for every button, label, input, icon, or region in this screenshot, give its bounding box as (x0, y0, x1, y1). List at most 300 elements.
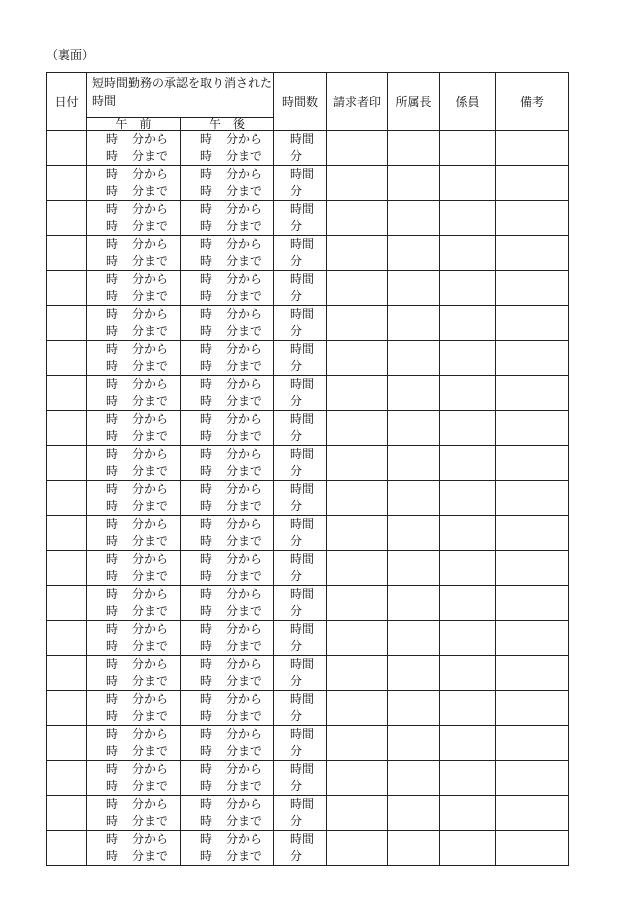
clerk-cell[interactable] (440, 621, 496, 656)
am-time-cell[interactable] (87, 831, 181, 866)
am-time-cell[interactable] (87, 341, 181, 376)
header-clerk: 係員 (440, 73, 496, 131)
minutes-unit-label: 分 (290, 674, 303, 688)
date-cell[interactable] (47, 516, 87, 551)
requester-seal-cell[interactable] (327, 656, 388, 691)
am-until-line (106, 288, 180, 305)
until-label: 分まで (132, 779, 169, 793)
am-time-cell[interactable] (87, 726, 181, 761)
remarks-cell[interactable] (496, 166, 569, 201)
requester-seal-cell[interactable] (327, 551, 388, 586)
office-chief-cell[interactable] (388, 376, 440, 411)
remarks-cell[interactable] (496, 621, 569, 656)
hour-label: 時 (106, 307, 119, 321)
hour-label: 時 (200, 499, 213, 513)
requester-seal-cell[interactable] (327, 796, 388, 831)
office-chief-cell[interactable] (388, 691, 440, 726)
table-row (47, 201, 569, 236)
table-row (47, 586, 569, 621)
am-until-line (106, 848, 180, 865)
am-from-line (106, 621, 180, 638)
pm-until-line (200, 253, 273, 270)
requester-seal-cell[interactable] (327, 236, 388, 271)
office-chief-cell[interactable] (388, 796, 440, 831)
hour-label: 時 (200, 447, 213, 461)
requester-seal-cell[interactable] (327, 691, 388, 726)
hours-unit-label: 時間 (290, 727, 315, 741)
hour-label: 時 (200, 377, 213, 391)
pm-until-line (200, 288, 273, 305)
from-label: 分から (226, 412, 263, 426)
from-label: 分から (226, 272, 263, 286)
office-chief-cell[interactable] (388, 131, 440, 166)
hour-label: 時 (106, 464, 119, 478)
pm-time-cell[interactable] (181, 586, 274, 621)
remarks-cell[interactable] (496, 691, 569, 726)
am-until-line (106, 708, 180, 725)
am-until-line (106, 743, 180, 760)
hours-cell[interactable] (274, 201, 327, 236)
pm-time-cell[interactable] (181, 411, 274, 446)
office-chief-cell[interactable] (388, 411, 440, 446)
pm-from-line (200, 166, 273, 183)
until-label: 分まで (226, 149, 263, 163)
office-chief-cell[interactable] (388, 761, 440, 796)
am-time-cell[interactable] (87, 131, 181, 166)
remarks-cell[interactable] (496, 306, 569, 341)
hour-label: 時 (106, 569, 119, 583)
from-label: 分から (132, 272, 169, 286)
pm-time-cell[interactable] (181, 271, 274, 306)
requester-seal-cell[interactable] (327, 586, 388, 621)
hours-cell[interactable] (274, 551, 327, 586)
am-from-line (106, 376, 180, 393)
requester-seal-cell[interactable] (327, 831, 388, 866)
pm-time-cell[interactable] (181, 341, 274, 376)
hours-cell[interactable] (274, 411, 327, 446)
office-chief-cell[interactable] (388, 831, 440, 866)
until-label: 分まで (132, 814, 169, 828)
am-until-line (106, 323, 180, 340)
am-until-line (106, 638, 180, 655)
remarks-cell[interactable] (496, 341, 569, 376)
until-label: 分まで (226, 324, 263, 338)
hour-label: 時 (200, 219, 213, 233)
am-time-cell[interactable] (87, 306, 181, 341)
am-from-line (106, 551, 180, 568)
requester-seal-cell[interactable] (327, 131, 388, 166)
hours-unit-label: 時間 (290, 132, 315, 146)
hours-unit-label: 時間 (290, 762, 315, 776)
am-from-line (106, 166, 180, 183)
office-chief-cell[interactable] (388, 481, 440, 516)
clerk-cell[interactable] (440, 166, 496, 201)
hour-label: 時 (106, 324, 119, 338)
clerk-cell[interactable] (440, 271, 496, 306)
hours-cell[interactable] (274, 236, 327, 271)
hour-label: 時 (200, 289, 213, 303)
hour-label: 時 (200, 482, 213, 496)
from-label: 分から (226, 552, 263, 566)
hours-cell[interactable] (274, 656, 327, 691)
until-label: 分まで (132, 499, 169, 513)
pm-time-cell[interactable] (181, 516, 274, 551)
pm-from-line (200, 761, 273, 778)
requester-seal-cell[interactable] (327, 376, 388, 411)
hours-cell[interactable] (274, 516, 327, 551)
pm-time-cell[interactable] (181, 551, 274, 586)
date-cell[interactable] (47, 691, 87, 726)
pm-time-cell[interactable] (181, 481, 274, 516)
am-time-cell[interactable] (87, 481, 181, 516)
hour-label: 時 (106, 482, 119, 496)
hours-unit-label: 時間 (290, 272, 315, 286)
requester-seal-cell[interactable] (327, 761, 388, 796)
hours-cell[interactable] (274, 831, 327, 866)
pm-until-line (200, 183, 273, 200)
requester-seal-cell[interactable] (327, 166, 388, 201)
clerk-cell[interactable] (440, 586, 496, 621)
hours-unit-label: 時間 (290, 517, 315, 531)
am-from-line (106, 656, 180, 673)
office-chief-cell[interactable] (388, 341, 440, 376)
am-time-cell[interactable] (87, 236, 181, 271)
until-label: 分まで (132, 219, 169, 233)
minutes-unit-label: 分 (290, 744, 303, 758)
requester-seal-cell[interactable] (327, 201, 388, 236)
date-cell[interactable] (47, 761, 87, 796)
date-cell[interactable] (47, 831, 87, 866)
pm-time-cell[interactable] (181, 726, 274, 761)
hour-label: 時 (200, 744, 213, 758)
pm-time-cell[interactable] (181, 131, 274, 166)
pm-from-line (200, 306, 273, 323)
hour-label: 時 (106, 552, 119, 566)
remarks-cell[interactable] (496, 446, 569, 481)
office-chief-cell[interactable] (388, 586, 440, 621)
from-label: 分から (132, 797, 169, 811)
pm-from-line (200, 376, 273, 393)
pm-from-line (200, 271, 273, 288)
remarks-cell[interactable] (496, 516, 569, 551)
date-cell[interactable] (47, 726, 87, 761)
table-row (47, 341, 569, 376)
from-label: 分から (132, 132, 169, 146)
minutes-unit-label: 分 (290, 779, 303, 793)
pm-until-line (200, 148, 273, 165)
am-until-line (106, 568, 180, 585)
hour-label: 時 (200, 569, 213, 583)
office-chief-cell[interactable] (388, 166, 440, 201)
am-time-cell[interactable] (87, 446, 181, 481)
office-chief-cell[interactable] (388, 656, 440, 691)
minutes-unit-label: 分 (290, 814, 303, 828)
hours-cell[interactable] (274, 306, 327, 341)
header-am: 午 前 (87, 118, 181, 131)
pm-time-cell[interactable] (181, 306, 274, 341)
pm-until-line (200, 358, 273, 375)
am-time-cell[interactable] (87, 551, 181, 586)
pm-from-line (200, 446, 273, 463)
am-time-cell[interactable] (87, 166, 181, 201)
remarks-cell[interactable] (496, 411, 569, 446)
am-until-line (106, 253, 180, 270)
pm-until-line (200, 568, 273, 585)
pm-time-cell[interactable] (181, 761, 274, 796)
pm-time-cell[interactable] (181, 446, 274, 481)
hour-label: 時 (106, 517, 119, 531)
until-label: 分まで (132, 184, 169, 198)
date-cell[interactable] (47, 166, 87, 201)
hours-unit-label: 時間 (290, 482, 315, 496)
pm-until-line (200, 743, 273, 760)
date-cell[interactable] (47, 551, 87, 586)
am-time-cell[interactable] (87, 621, 181, 656)
until-label: 分まで (226, 744, 263, 758)
clerk-cell[interactable] (440, 201, 496, 236)
hour-label: 時 (200, 779, 213, 793)
am-time-cell[interactable] (87, 761, 181, 796)
remarks-cell[interactable] (496, 761, 569, 796)
requester-seal-cell[interactable] (327, 481, 388, 516)
date-cell[interactable] (47, 131, 87, 166)
hours-cell[interactable] (274, 691, 327, 726)
requester-seal-cell[interactable] (327, 271, 388, 306)
clerk-cell[interactable] (440, 341, 496, 376)
am-time-cell[interactable] (87, 516, 181, 551)
hour-label: 時 (200, 394, 213, 408)
clerk-cell[interactable] (440, 516, 496, 551)
remarks-cell[interactable] (496, 831, 569, 866)
date-cell[interactable] (47, 586, 87, 621)
clerk-cell[interactable] (440, 131, 496, 166)
from-label: 分から (132, 377, 169, 391)
date-cell[interactable] (47, 796, 87, 831)
am-time-cell[interactable] (87, 201, 181, 236)
date-cell[interactable] (47, 306, 87, 341)
am-time-cell[interactable] (87, 411, 181, 446)
date-cell[interactable] (47, 271, 87, 306)
am-time-cell[interactable] (87, 376, 181, 411)
pm-time-cell[interactable] (181, 376, 274, 411)
hours-cell[interactable] (274, 481, 327, 516)
until-label: 分まで (132, 709, 169, 723)
remarks-cell[interactable] (496, 131, 569, 166)
hour-label: 時 (106, 184, 119, 198)
requester-seal-cell[interactable] (327, 621, 388, 656)
office-chief-cell[interactable] (388, 271, 440, 306)
minutes-unit-label: 分 (290, 149, 303, 163)
pm-time-cell[interactable] (181, 796, 274, 831)
am-time-cell[interactable] (87, 586, 181, 621)
date-cell[interactable] (47, 481, 87, 516)
requester-seal-cell[interactable] (327, 516, 388, 551)
pm-time-cell[interactable] (181, 236, 274, 271)
until-label: 分まで (226, 534, 263, 548)
am-until-line (106, 813, 180, 830)
hour-label: 時 (200, 534, 213, 548)
from-label: 分から (132, 202, 169, 216)
from-label: 分から (226, 832, 263, 846)
from-label: 分から (226, 762, 263, 776)
clerk-cell[interactable] (440, 796, 496, 831)
remarks-cell[interactable] (496, 796, 569, 831)
clerk-cell[interactable] (440, 761, 496, 796)
remarks-cell[interactable] (496, 201, 569, 236)
minutes-unit-label: 分 (290, 254, 303, 268)
date-cell[interactable] (47, 446, 87, 481)
table-row (47, 726, 569, 761)
hours-cell[interactable] (274, 796, 327, 831)
hour-label: 時 (106, 342, 119, 356)
office-chief-cell[interactable] (388, 201, 440, 236)
hour-label: 時 (200, 657, 213, 671)
remarks-cell[interactable] (496, 586, 569, 621)
pm-time-cell[interactable] (181, 831, 274, 866)
am-from-line (106, 446, 180, 463)
pm-time-cell[interactable] (181, 201, 274, 236)
hour-label: 時 (200, 674, 213, 688)
from-label: 分から (132, 727, 169, 741)
date-cell[interactable] (47, 341, 87, 376)
pm-from-line (200, 481, 273, 498)
minutes-unit-label: 分 (290, 709, 303, 723)
hours-unit-label: 時間 (290, 167, 315, 181)
date-cell[interactable] (47, 411, 87, 446)
hours-cell[interactable] (274, 341, 327, 376)
requester-seal-cell[interactable] (327, 306, 388, 341)
office-chief-cell[interactable] (388, 621, 440, 656)
header-pm: 午 後 (181, 118, 274, 131)
until-label: 分まで (132, 744, 169, 758)
pm-time-cell[interactable] (181, 656, 274, 691)
from-label: 分から (132, 832, 169, 846)
hour-label: 時 (200, 359, 213, 373)
office-chief-cell[interactable] (388, 446, 440, 481)
clerk-cell[interactable] (440, 446, 496, 481)
remarks-cell[interactable] (496, 726, 569, 761)
clerk-cell[interactable] (440, 831, 496, 866)
until-label: 分まで (226, 709, 263, 723)
requester-seal-cell[interactable] (327, 446, 388, 481)
clerk-cell[interactable] (440, 726, 496, 761)
am-time-cell[interactable] (87, 796, 181, 831)
pm-until-line (200, 848, 273, 865)
hour-label: 時 (106, 429, 119, 443)
hours-cell[interactable] (274, 761, 327, 796)
hours-cell[interactable] (274, 726, 327, 761)
until-label: 分まで (226, 569, 263, 583)
pm-until-line (200, 778, 273, 795)
am-from-line (106, 411, 180, 428)
office-chief-cell[interactable] (388, 516, 440, 551)
from-label: 分から (226, 517, 263, 531)
clerk-cell[interactable] (440, 691, 496, 726)
am-time-cell[interactable] (87, 271, 181, 306)
pm-until-line (200, 813, 273, 830)
pm-until-line (200, 533, 273, 550)
header-cancelled-time-line2: 時間 (92, 94, 117, 108)
date-cell[interactable] (47, 621, 87, 656)
date-cell[interactable] (47, 376, 87, 411)
pm-until-line (200, 463, 273, 480)
table-row (47, 411, 569, 446)
clerk-cell[interactable] (440, 656, 496, 691)
pm-from-line (200, 656, 273, 673)
date-cell[interactable] (47, 201, 87, 236)
pm-time-cell[interactable] (181, 691, 274, 726)
from-label: 分から (132, 587, 169, 601)
hour-label: 時 (200, 307, 213, 321)
table-row (47, 551, 569, 586)
pm-time-cell[interactable] (181, 166, 274, 201)
from-label: 分から (226, 202, 263, 216)
minutes-unit-label: 分 (290, 324, 303, 338)
hour-label: 時 (106, 272, 119, 286)
hours-cell[interactable] (274, 621, 327, 656)
page-side-label: （裏面） (46, 48, 95, 62)
form-rows (47, 131, 569, 866)
hour-label: 時 (106, 674, 119, 688)
hours-cell[interactable] (274, 376, 327, 411)
requester-seal-cell[interactable] (327, 341, 388, 376)
clerk-cell[interactable] (440, 411, 496, 446)
hour-label: 時 (200, 184, 213, 198)
remarks-cell[interactable] (496, 271, 569, 306)
hour-label: 時 (106, 639, 119, 653)
hours-cell[interactable] (274, 271, 327, 306)
clerk-cell[interactable] (440, 236, 496, 271)
requester-seal-cell[interactable] (327, 726, 388, 761)
hours-cell[interactable] (274, 131, 327, 166)
hour-label: 時 (106, 219, 119, 233)
remarks-cell[interactable] (496, 376, 569, 411)
from-label: 分から (226, 132, 263, 146)
clerk-cell[interactable] (440, 376, 496, 411)
hour-label: 時 (200, 797, 213, 811)
am-time-cell[interactable] (87, 691, 181, 726)
clerk-cell[interactable] (440, 306, 496, 341)
date-cell[interactable] (47, 656, 87, 691)
short-time-work-cancellation-table (46, 72, 569, 866)
remarks-cell[interactable] (496, 236, 569, 271)
table-row (47, 831, 569, 866)
pm-time-cell[interactable] (181, 621, 274, 656)
table-row (47, 796, 569, 831)
office-chief-cell[interactable] (388, 236, 440, 271)
date-cell[interactable] (47, 236, 87, 271)
remarks-cell[interactable] (496, 481, 569, 516)
office-chief-cell[interactable] (388, 726, 440, 761)
from-label: 分から (226, 587, 263, 601)
remarks-cell[interactable] (496, 551, 569, 586)
until-label: 分まで (226, 814, 263, 828)
hour-label: 時 (106, 377, 119, 391)
remarks-cell[interactable] (496, 656, 569, 691)
requester-seal-cell[interactable] (327, 411, 388, 446)
office-chief-cell[interactable] (388, 551, 440, 586)
from-label: 分から (132, 482, 169, 496)
clerk-cell[interactable] (440, 481, 496, 516)
office-chief-cell[interactable] (388, 306, 440, 341)
hours-cell[interactable] (274, 446, 327, 481)
hour-label: 時 (200, 464, 213, 478)
am-time-cell[interactable] (87, 656, 181, 691)
hour-label: 時 (106, 167, 119, 181)
clerk-cell[interactable] (440, 551, 496, 586)
hours-cell[interactable] (274, 166, 327, 201)
hours-cell[interactable] (274, 586, 327, 621)
